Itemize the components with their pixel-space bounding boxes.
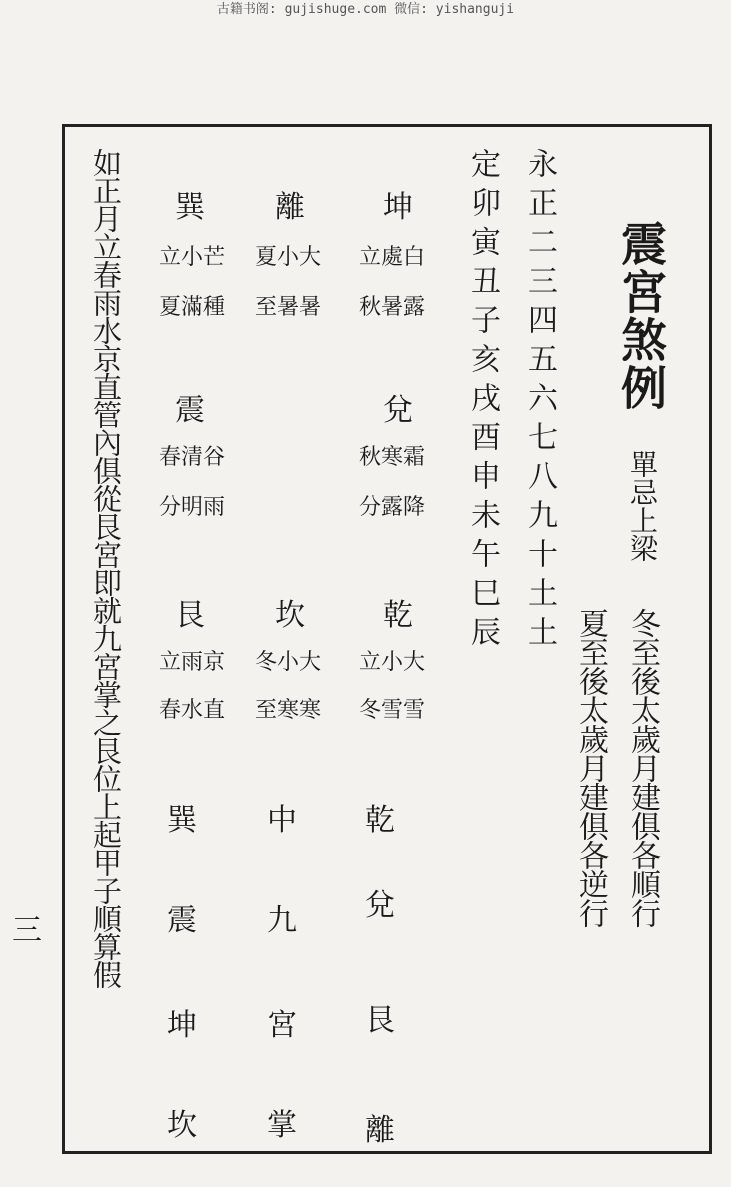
seq-right-1: 乾 [365, 803, 395, 838]
term-kun-1: 立處白 [358, 245, 425, 270]
seq-left-2: 震 [167, 903, 197, 938]
rule-winter: 冬至後太歲月建俱各順行 [625, 608, 660, 927]
term-li-2: 至暑暑 [254, 295, 321, 320]
term-dui-2: 分露降 [358, 495, 425, 520]
term-dui-1: 秋寒霜 [358, 445, 425, 470]
trigram-zhen: 震 [175, 393, 205, 428]
watermark: 古籍书阁: gujishuge.com 微信: yishanguji [216, 2, 515, 17]
page-title: 震宮煞例 [614, 220, 668, 412]
term-qian-2: 冬雪雪 [358, 698, 425, 723]
term-kun-2: 秋暑露 [358, 295, 425, 320]
trigram-qian: 乾 [383, 598, 413, 633]
seq-right-2: 兌 [365, 888, 395, 923]
subtitle: 單忌上梁 [626, 450, 659, 562]
seq-left-1: 巽 [167, 803, 197, 838]
term-li-1: 夏小大 [254, 245, 321, 270]
seq-middle-1: 中 [267, 803, 297, 838]
seq-middle-4: 掌 [267, 1108, 297, 1143]
trigram-kun: 坤 [383, 190, 413, 225]
seq-middle-2: 九 [267, 903, 297, 938]
term-zhen-2: 分明雨 [158, 495, 225, 520]
trigram-li: 離 [275, 190, 305, 225]
trigram-dui: 兌 [383, 393, 413, 428]
term-gen-2: 春水直 [158, 698, 225, 723]
seq-left-3: 坤 [167, 1008, 197, 1043]
term-gen-1: 立雨京 [158, 650, 225, 675]
term-xun-1: 立小芒 [158, 245, 225, 270]
trigram-gen: 艮 [175, 598, 205, 633]
months-column: 永正二三四五六七八九十土土 [522, 148, 557, 655]
term-kan-1: 冬小大 [254, 650, 321, 675]
seq-right-4: 離 [365, 1113, 395, 1148]
branches-column: 定卯寅丑子亥戌酉申未午巳辰 [465, 148, 500, 655]
term-qian-1: 立小大 [358, 650, 425, 675]
trigram-xun: 巽 [175, 190, 205, 225]
rule-summer: 夏至後太歲月建俱各逆行 [573, 608, 608, 927]
term-xun-2: 夏滿種 [158, 295, 225, 320]
term-kan-2: 至寒寒 [254, 698, 321, 723]
seq-right-3: 艮 [365, 1003, 395, 1038]
seq-left-4: 坎 [167, 1108, 197, 1143]
term-zhen-1: 春清谷 [158, 445, 225, 470]
seq-middle-3: 宮 [267, 1008, 297, 1043]
note-column: 如正月立春雨水京直管內俱從艮宮即就九宮掌之艮位上起甲子順算假 [89, 148, 123, 988]
trigram-kan: 坎 [275, 598, 305, 633]
page-number: 三 [12, 913, 42, 948]
